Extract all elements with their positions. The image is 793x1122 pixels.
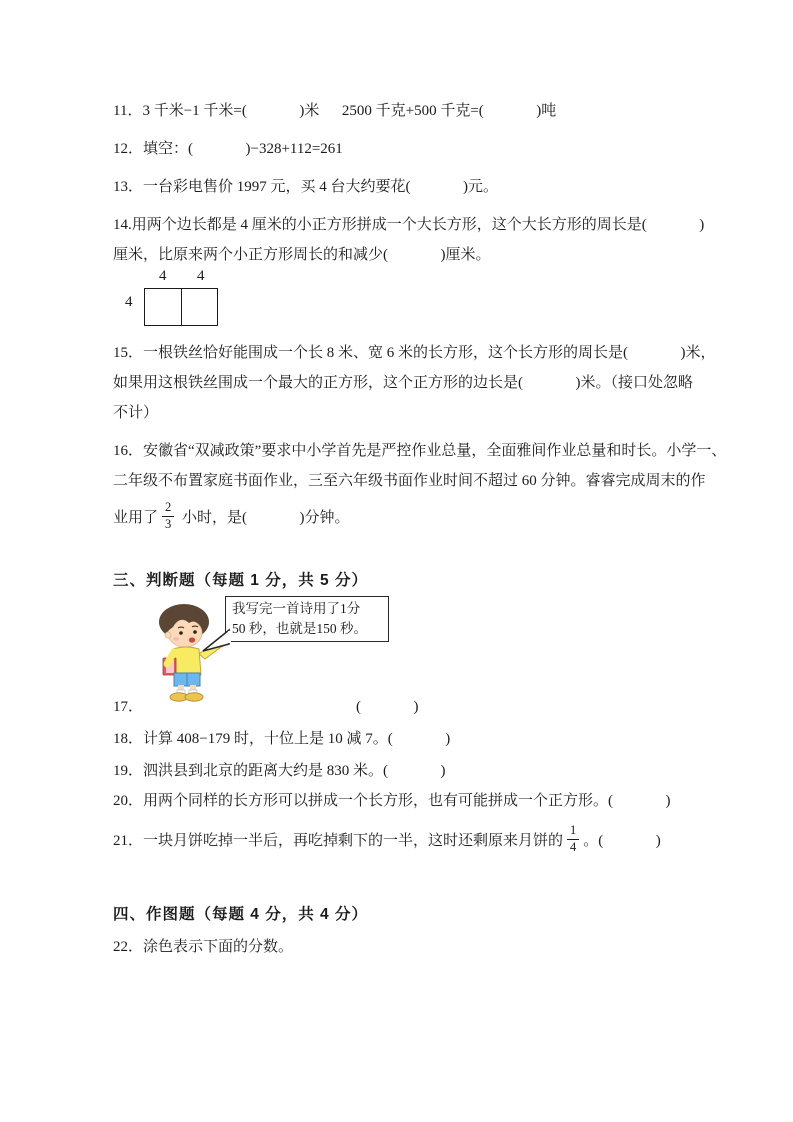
- question-12: [113, 134, 723, 164]
- question-14: [113, 210, 723, 270]
- question-15: [113, 338, 723, 428]
- diagram-rectangle: [144, 288, 218, 326]
- diagram-divider-line: [181, 289, 182, 325]
- question-16: [113, 436, 727, 536]
- question-15-line-3: 不计）: [113, 405, 159, 421]
- question-14-line-1: 14.用两个边长都是 4 厘米的小正方形拼成一个大长方形，这个大长方形的周长是( ): [113, 217, 705, 233]
- question-20: 20．用两个同样的长方形可以拼成一个长方形，也有可能拼成一个正方形。( ): [113, 793, 671, 809]
- question-16-line-1: 16．安徽省“双减政策”要求中小学首先是严控作业总量，全面雅间作业总量和时长。小学一、: [113, 443, 727, 459]
- speech-bubble-line-1: 我写完一首诗用了1分: [232, 601, 361, 616]
- fraction-two-thirds: [162, 501, 174, 532]
- question-14-line-2: 厘米，比原来两个小正方形周长的和减少( )厘米。: [113, 247, 491, 263]
- diagram-left-label: 4: [125, 294, 133, 310]
- section-3-header: 三、判断题（每题 1 分，共 5 分）: [113, 572, 368, 589]
- spacer: [113, 858, 723, 900]
- question-18: 18．计算 408−179 时，十位上是 10 减 7。( ): [113, 731, 451, 747]
- diagram-top-label-1: 4: [159, 268, 167, 284]
- question-15-line-1: 15．一根铁丝恰好能围成一个长 8 米、宽 6 米的长方形，这个长方形的周长是( )米，: [113, 345, 716, 361]
- question-17-figure: [113, 596, 723, 692]
- diagram-top-label-2: 4: [197, 268, 205, 284]
- fraction-one-fourth: [567, 824, 579, 855]
- question-21-prefix: 21．一块月饼吃掉一半后，再吃掉剩下的一半，这时还剩原来月饼的: [113, 832, 564, 849]
- two-squares-diagram: [113, 268, 723, 330]
- speech-bubble: [225, 596, 389, 642]
- question-22: 22．涂色表示下面的分数。: [113, 939, 294, 955]
- question-16-line-3-prefix: 业用了: [113, 509, 159, 526]
- fraction-denominator: 3: [165, 516, 172, 531]
- fraction-denominator: 4: [570, 839, 577, 854]
- speech-bubble-tail: [201, 627, 231, 653]
- fraction-numerator: 1: [567, 824, 579, 840]
- question-16-line-3: [113, 496, 723, 536]
- question-17-answer-parens: ( ): [356, 699, 419, 715]
- question-19: 19．泗洪县到北京的距离大约是 830 米。( ): [113, 763, 446, 779]
- question-16-line-3-suffix: 小时，是( )分钟。: [178, 509, 350, 526]
- question-13-text: 13．一台彩电售价 1997 元，买 4 台大约要花( )元。: [113, 179, 498, 195]
- question-15-line-2: 如果用这根铁丝围成一个最大的正方形，这个正方形的边长是( )米。（接口处忽略: [113, 375, 693, 391]
- question-13: [113, 172, 723, 202]
- spacer: [113, 536, 723, 566]
- speech-bubble-line-2: 50 秒，也就是150 秒。: [232, 621, 367, 636]
- fraction-numerator: 2: [162, 501, 174, 517]
- question-11: [113, 96, 723, 126]
- question-11-text: 11．3 千米−1 千米=( )米 2500 千克+500 千克=( )吨: [113, 103, 557, 119]
- section-4-header: 四、作图题（每题 4 分，共 4 分）: [113, 906, 368, 923]
- question-21-suffix: 。( ): [583, 832, 661, 849]
- question-17-number: 17．: [113, 699, 144, 715]
- question-16-line-2: 二年级不布置家庭书面作业，三至六年级书面作业时间不超过 60 分钟。睿睿完成周末的作: [113, 473, 706, 489]
- question-21: [113, 820, 723, 858]
- question-12-text: 12．填空：( )−328+112=261: [113, 141, 343, 157]
